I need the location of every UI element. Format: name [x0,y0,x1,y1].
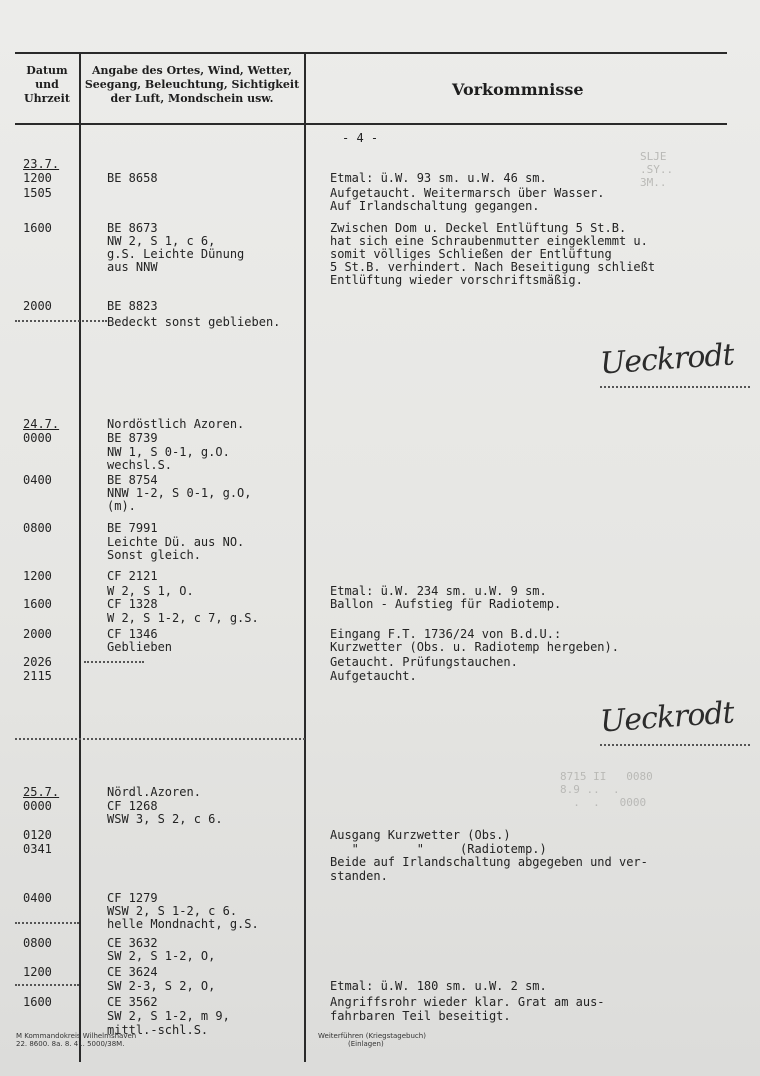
log-time: 0341 [23,842,52,856]
log-time: 2000 [23,299,52,313]
log-position-weather: CE 3624 [107,965,158,979]
log-position-weather: wechsl.S. [107,458,173,472]
log-occurrence: standen. [330,869,388,883]
log-occurrence: Kurzwetter (Obs. u. Radiotemp hergeben). [330,640,619,654]
log-position-weather: CF 1268 [107,799,158,813]
log-time: 1200 [23,171,52,185]
log-position-weather: WSW 2, S 1-2, c 6. [107,904,238,918]
log-position-weather: CF 1328 [107,597,158,611]
log-position-weather: Geblieben [107,640,173,654]
log-position-weather: CE 3562 [107,995,158,1009]
separator-dots [15,922,79,924]
log-time: 1505 [23,186,52,200]
log-occurrence: Etmal: ü.W. 180 sm. u.W. 2 sm. [330,979,547,993]
log-position-weather: CF 1279 [107,891,158,905]
log-occurrence: hat sich eine Schraubenmutter eingeklemmt u. [330,234,648,248]
log-position-weather: W 2, S 1-2, c 7, g.S. [107,611,259,625]
log-date: 25.7. [23,785,60,799]
column-divider-2 [304,52,306,1062]
log-time: 1200 [23,965,52,979]
log-date: 24.7. [23,417,60,431]
log-occurrence: Entlüftung wieder vorschriftsmäßig. [330,273,583,287]
log-occurrence: Ausgang Kurzwetter (Obs.) [330,828,511,842]
log-occurrence: " " (Radiotemp.) [330,842,547,856]
log-time: 0800 [23,936,52,950]
header-occurrences: Vorkommnisse [452,80,584,99]
log-occurrence: Etmal: ü.W. 93 sm. u.W. 46 sm. [330,171,547,185]
log-position-weather: Nördl.Azoren. [107,785,201,799]
log-time: 1200 [23,569,52,583]
log-occurrence: Beide auf Irlandschaltung abgegeben und ver- [330,855,648,869]
footer-form-title [318,1032,426,1048]
footer-form-title-line1: Weiterführen (Kriegstagebuch) [318,1032,426,1040]
separator-dots [84,661,144,663]
log-time: 2000 [23,627,52,641]
separator-dots [15,738,305,740]
footer-form-id-line1: M Kommandokreis Wilhelmshaven [16,1032,137,1040]
log-position-weather: aus NNW [107,260,158,274]
log-position-weather: Sonst gleich. [107,548,201,562]
signature: Ueckrodt [598,337,735,382]
log-position-weather: (m). [107,499,136,513]
log-position-weather: NW 1, S 0-1, g.O. [107,445,230,459]
log-date: 23.7. [23,157,60,171]
header-top-rule [15,52,727,54]
log-occurrence: somit völliges Schließen der Entlüftung [330,247,612,261]
log-position-weather: W 2, S 1, O. [107,584,194,598]
signature: Ueckrodt [598,695,735,740]
log-time: 0000 [23,431,52,445]
log-position-weather: g.S. Leichte Dünung [107,247,245,261]
log-position-weather: Leichte Dü. aus NO. [107,535,245,549]
log-occurrence: Aufgetaucht. [330,669,417,683]
log-position-weather: helle Mondnacht, g.S. [107,917,259,931]
log-occurrence: Eingang F.T. 1736/24 von B.d.U.: [330,627,562,641]
log-occurrence: fahrbaren Teil beseitigt. [330,1009,511,1023]
log-occurrence: Etmal: ü.W. 234 sm. u.W. 9 sm. [330,584,547,598]
log-occurrence: Angriffsrohr wieder klar. Grat am aus- [330,995,605,1009]
page-number: - 4 - [342,131,379,145]
log-position-weather: BE 8658 [107,171,158,185]
log-time: 2026 [23,655,52,669]
log-position-weather: CE 3632 [107,936,158,950]
log-occurrence: Auf Irlandschaltung gegangen. [330,199,540,213]
header-date-time-text: Datum und Uhrzeit [24,64,70,105]
log-occurrence: Getaucht. Prüfungstauchen. [330,655,518,669]
footer-form-title-line2: (Einlagen) [348,1040,384,1048]
log-occurrence: Zwischen Dom u. Deckel Entlüftung 5 St.B. [330,221,627,235]
log-time: 1600 [23,221,52,235]
log-time: 2115 [23,669,52,683]
log-position-weather: Nordöstlich Azoren. [107,417,245,431]
separator-dots [15,984,79,986]
bleed-through-text: SLJE .SY.. 3M.. [640,150,674,189]
log-time: 0400 [23,891,52,905]
log-occurrence: Aufgetaucht. Weitermarsch über Wasser. [330,186,605,200]
log-time: 0400 [23,473,52,487]
header-date-time [15,64,79,106]
separator-dots [600,386,750,388]
header-location-weather [81,64,303,106]
log-time: 1600 [23,995,52,1009]
log-time: 0120 [23,828,52,842]
log-position-weather: WSW 3, S 2, c 6. [107,812,223,826]
log-position-weather: Bedeckt sonst geblieben. [107,315,281,329]
header-location-weather-text: Angabe des Ortes, Wind, Wetter, Seegang, Beleuchtung, Sichtigkeit der Luft, Mondschein usw. [84,64,300,105]
log-time: 0000 [23,799,52,813]
log-position-weather: BE 8673 [107,221,158,235]
log-position-weather: SW 2-3, S 2, O, [107,979,216,993]
column-divider-1 [79,52,81,1062]
log-position-weather: BE 7991 [107,521,158,535]
log-time: 0800 [23,521,52,535]
footer-form-id [16,1032,136,1048]
log-position-weather: BE 8823 [107,299,158,313]
separator-dots [600,744,750,746]
log-occurrence: 5 St.B. verhindert. Nach Beseitigung schließt [330,260,656,274]
separator-dots [15,320,107,322]
log-position-weather: BE 8739 [107,431,158,445]
log-position-weather: NNW 1-2, S 0-1, g.O, [107,486,252,500]
log-occurrence: Ballon - Aufstieg für Radiotemp. [330,597,562,611]
log-position-weather: CF 2121 [107,569,158,583]
header-bottom-rule [15,123,727,125]
log-time: 1600 [23,597,52,611]
log-position-weather: SW 2, S 1-2, O, [107,949,216,963]
log-position-weather: NW 2, S 1, c 6, [107,234,216,248]
bleed-through-text: 8715 II 0080 8.9 .. . . . 0000 [560,770,653,809]
footer-form-id-line2: 22. 8600. 8a. 8. 41. 5000/38M. [16,1040,125,1048]
log-position-weather: CF 1346 [107,627,158,641]
log-position-weather: SW 2, S 1-2, m 9, [107,1009,230,1023]
log-position-weather: BE 8754 [107,473,158,487]
log-position-weather: mittl.-schl.S. [107,1023,209,1037]
